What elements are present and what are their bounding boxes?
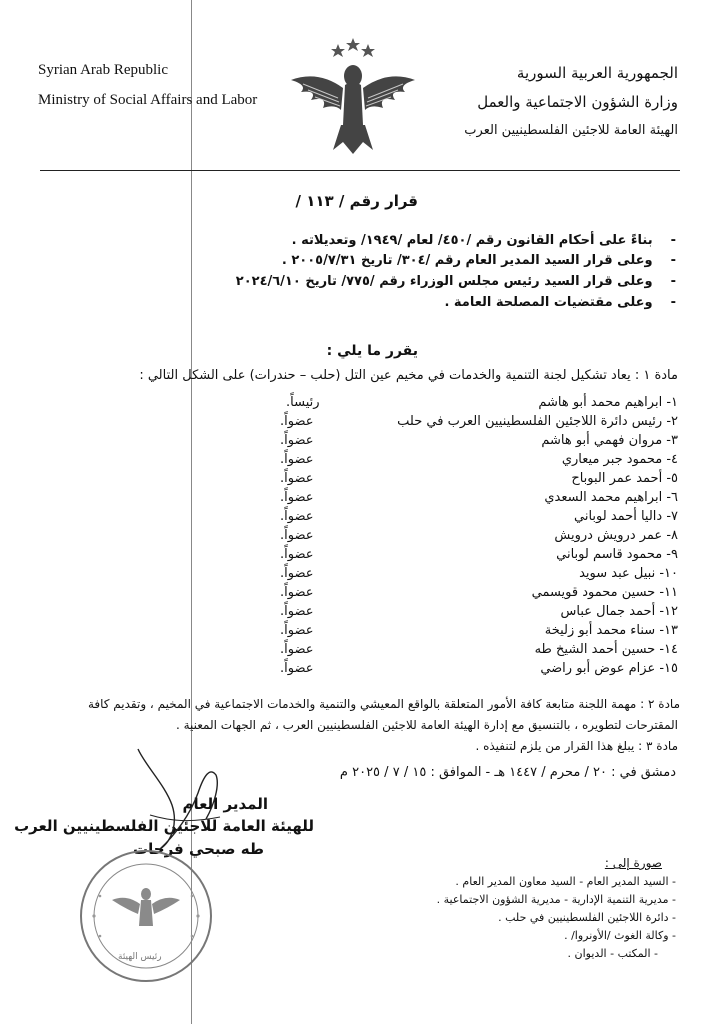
member-name: ٥- أحمد عمر البوباح (571, 471, 678, 486)
member-name: ١- ابراهيم محمد أبو هاشم (538, 395, 678, 410)
member-name: ٩- محمود قاسم لوباني (556, 547, 678, 562)
member-role: عضواً. (280, 433, 314, 448)
member-role: عضواً. (280, 642, 314, 657)
preamble-2: -وعلى قرار السيد المدير العام رقم /٣٠٤/ تاريخ ٢٠٠٥/٧/٣١ . (281, 253, 676, 268)
member-role: عضواً. (280, 585, 314, 600)
copy-recipient: - دائرة اللاجئين الفلسطينيين في حلب . (498, 911, 676, 924)
member-role: عضواً. (280, 490, 314, 505)
member-role: عضواً. (280, 566, 314, 581)
committee-members-list (280, 395, 678, 685)
preamble-3: -وعلى قرار السيد رئيس مجلس الوزراء رقم /٧٧٥/ تاريخ ٢٠٢٤/٦/١٠ (235, 274, 676, 289)
member-name: ٦- ابراهيم محمد السعدي (544, 490, 678, 505)
date-line: دمشق في : ٢٠ / محرم / ١٤٤٧ هـ - الموافق : ١٥ / ٧ / ٢٠٢٥ م (339, 765, 676, 780)
header-ar-authority: الهيئة العامة للاجئين الفلسطينيين العرب (464, 123, 678, 138)
article-2-line-2: المقترحات لتطويره ، بالتنسيق مع إدارة الهيئة العامة للاجئين الفلسطينيين العرب ، ثم الجهات المعنية . (175, 718, 678, 732)
official-stamp (78, 848, 214, 984)
copy-recipient: - المكتب - الديوان . (567, 947, 658, 960)
member-name: ١٤- حسين أحمد الشيخ طه (534, 642, 678, 657)
copies-title: صورة إلى : (604, 856, 662, 870)
member-role: رئيساً. (286, 395, 320, 410)
header-ar-ministry: وزارة الشؤون الاجتماعية والعمل (477, 93, 678, 111)
article-1: مادة ١ : يعاد تشكيل لجنة التنمية والخدمات في مخيم عين التل (حلب – حندرات) على الشكل التالي : (139, 368, 678, 383)
member-role: عضواً. (280, 471, 314, 486)
member-name: ١٥- عزام عوض أبو راضي (540, 661, 678, 676)
member-name: ٤- محمود جبر ميعاري (561, 452, 678, 467)
header-en-country: Syrian Arab Republic (38, 62, 168, 78)
copy-recipient: - وكالة الغوث /الأونروا/ . (564, 929, 676, 942)
header-en-ministry: Ministry of Social Affairs and Labor (38, 92, 258, 108)
member-role: عضواً. (280, 604, 314, 619)
copy-recipient: - مديرية التنمية الإدارية - مديرية الشؤون الاجتماعية . (436, 893, 676, 906)
member-role: عضواً. (280, 547, 314, 562)
handwritten-signature-icon (120, 745, 240, 855)
signature-name: طه صبحي فرحات (133, 840, 264, 858)
member-name: ١٣- سناء محمد أبو زليخة (544, 623, 678, 638)
member-name: ٢- رئيس دائرة اللاجئين الفلسطينيين العرب في حلب (397, 414, 678, 429)
member-name: ٧- داليا أحمد لوباني (573, 509, 678, 524)
copy-recipient: - السيد المدير العام - السيد معاون المدير العام . (455, 875, 676, 888)
member-role: عضواً. (280, 623, 314, 638)
decision-title: قرار رقم / ١١٣ / (295, 192, 418, 210)
header-ar-country: الجمهورية العربية السورية (516, 64, 678, 82)
preamble-4: -وعلى مقتضيات المصلحة العامة . (444, 295, 676, 310)
article-3: مادة ٣ : يبلغ هذا القرار من يلزم لتنفيذه . (475, 739, 678, 753)
member-role: عضواً. (280, 509, 314, 524)
signature-title: المدير العام (182, 795, 268, 813)
signature-authority: للهيئة العامة للاجئين الفلسطينيين العرب (14, 817, 314, 835)
member-name: ١٠- نبيل عبد سويد (579, 566, 678, 581)
member-role: عضواً. (280, 452, 314, 467)
member-name: ٣- مروان فهمي أبو هاشم (541, 433, 678, 448)
preamble-1: -بناءً على أحكام القانون رقم /٤٥٠/ لعام /١٩٤٩/ وتعديلاته . (291, 233, 676, 248)
article-2-line-1: مادة ٢ : مهمة اللجنة متابعة كافة الأمور المتعلقة بالواقع المعيشي والتنمية والخدمات الاجتماعية في المخيم ، وتقديم كافة (87, 697, 680, 711)
member-role: عضواً. (280, 414, 314, 429)
member-name: ١١- حسين محمود قويسمي (531, 585, 678, 600)
header-divider (40, 170, 680, 171)
eagle-emblem-icon (283, 30, 423, 160)
member-role: عضواً. (280, 528, 314, 543)
member-role: عضواً. (280, 661, 314, 676)
member-name: ١٢- أحمد جمال عباس (560, 604, 678, 619)
decides-label: يقرر ما يلي : (326, 343, 418, 359)
member-name: ٨- عمر درويش درويش (554, 528, 678, 543)
official-stamp-icon (78, 848, 214, 984)
stamp-text: رئيس الهيئة (118, 952, 162, 962)
